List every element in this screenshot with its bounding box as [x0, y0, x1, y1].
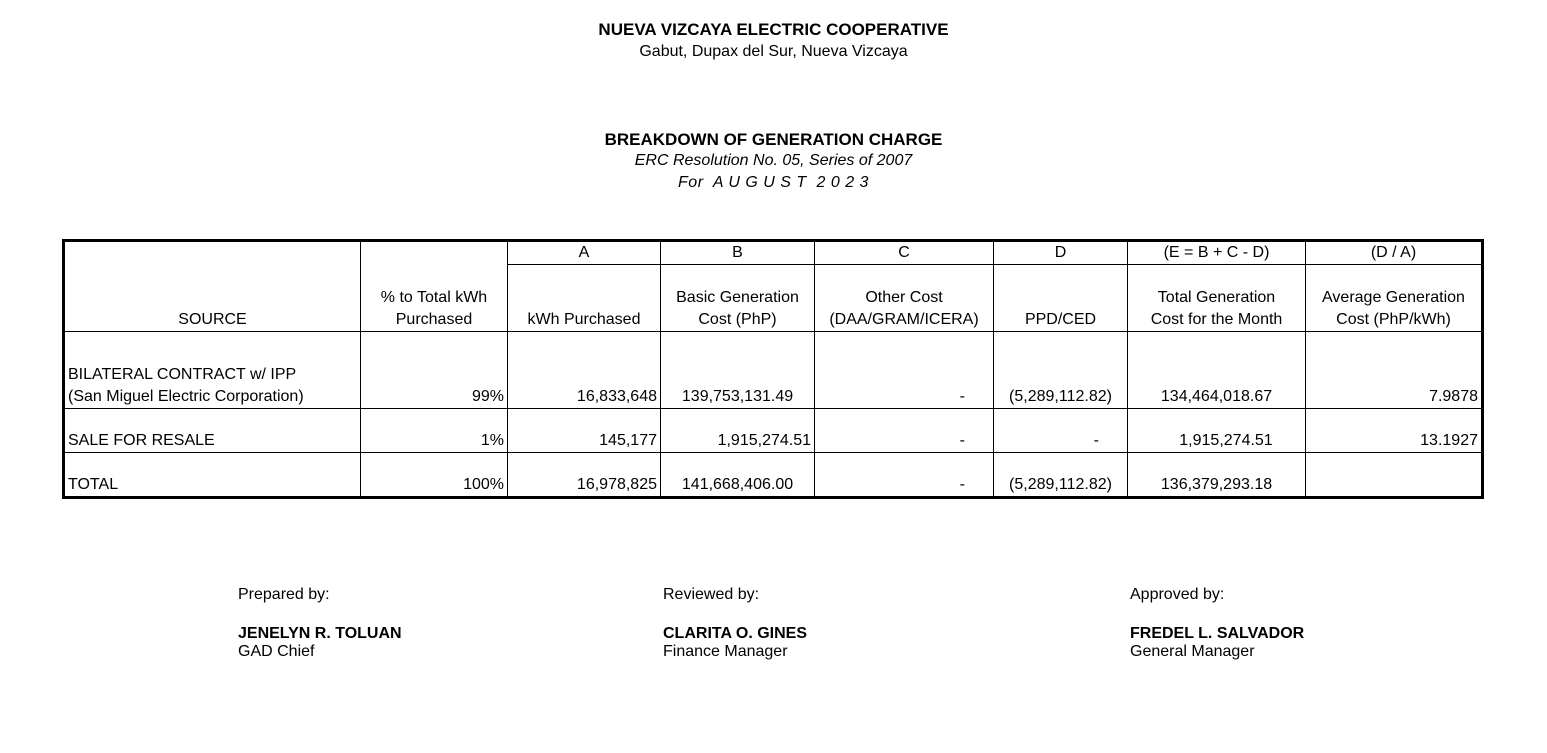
- organization-name: NUEVA VIZCAYA ELECTRIC COOPERATIVE: [598, 20, 949, 39]
- total-cost-cell: 136,379,293.18: [1128, 453, 1306, 498]
- column-header-kwh: [508, 265, 661, 332]
- signatory-position: GAD Chief: [238, 643, 315, 660]
- basic-cost-cell: 141,668,406.00: [661, 453, 815, 498]
- header-line: Cost (PhP/kWh): [1336, 311, 1451, 328]
- column-letter: B: [661, 241, 815, 265]
- average-cost-cell: 13.1927: [1306, 409, 1483, 453]
- signatory-name: JENELYN R. TOLUAN: [238, 625, 402, 642]
- signatory-label: Prepared by:: [238, 586, 330, 603]
- header-line: Purchased: [395, 311, 473, 328]
- header-line: Average Generation: [1322, 289, 1465, 306]
- source-line: (San Miguel Electric Corporation): [68, 388, 304, 405]
- report-title: BREAKDOWN OF GENERATION CHARGE: [604, 130, 943, 149]
- average-cost-cell: [1306, 453, 1483, 498]
- column-letter: (E = B + C - D): [1128, 241, 1306, 265]
- ppd-cell: -: [994, 409, 1128, 453]
- total-cost-cell: 134,464,018.67: [1128, 332, 1306, 409]
- basic-cost-cell: 139,753,131.49: [661, 332, 815, 409]
- kwh-cell: 145,177: [508, 409, 661, 453]
- column-header-percent: [361, 265, 508, 332]
- organization-address: Gabut, Dupax del Sur, Nueva Vizcaya: [639, 43, 908, 60]
- table-row: [64, 332, 1483, 409]
- ppd-cell: (5,289,112.82): [994, 453, 1128, 498]
- header-line: Cost for the Month: [1150, 311, 1283, 328]
- percent-cell: 99%: [361, 332, 508, 409]
- header-line: (DAA/GRAM/ICERA): [829, 311, 979, 328]
- column-letter: D: [994, 241, 1128, 265]
- signatory-reviewed: [663, 586, 807, 661]
- header-line: kWh Purchased: [527, 311, 641, 328]
- table-row: [64, 453, 1483, 498]
- column-header-other-cost: [815, 265, 994, 332]
- header-line: Basic Generation: [676, 289, 799, 306]
- ppd-cell: (5,289,112.82): [994, 332, 1128, 409]
- column-header-basic-cost: [661, 265, 815, 332]
- signatory-label: Reviewed by:: [663, 586, 760, 603]
- basic-cost-cell: 1,915,274.51: [661, 409, 815, 453]
- report-period: For A U G U S T 2 0 2 3: [678, 174, 869, 191]
- kwh-cell: 16,978,825: [508, 453, 661, 498]
- total-cost-cell: 1,915,274.51: [1128, 409, 1306, 453]
- column-letter: C: [815, 241, 994, 265]
- signatory-name: FREDEL L. SALVADOR: [1130, 625, 1305, 642]
- source-cell: SALE FOR RESALE: [64, 409, 361, 453]
- source-cell: [64, 332, 361, 409]
- column-letter-row: [64, 241, 1483, 265]
- header-line: Cost (PhP): [698, 311, 777, 328]
- signatory-label: Approved by:: [1130, 586, 1225, 603]
- other-cost-cell: -: [815, 409, 994, 453]
- other-cost-cell: -: [815, 453, 994, 498]
- signatory-name: CLARITA O. GINES: [663, 625, 807, 642]
- percent-cell: 100%: [361, 453, 508, 498]
- blank-letter-cell: [64, 241, 361, 265]
- blank-letter-cell: [361, 241, 508, 265]
- header-line: % to Total kWh: [380, 289, 488, 306]
- signatory-position: Finance Manager: [663, 643, 788, 660]
- signatory-position: General Manager: [1130, 643, 1255, 660]
- source-line: BILATERAL CONTRACT w/ IPP: [68, 366, 297, 383]
- header-line: PPD/CED: [1024, 311, 1097, 328]
- average-cost-cell: 7.9878: [1306, 332, 1483, 409]
- column-letter: A: [508, 241, 661, 265]
- kwh-cell: 16,833,648: [508, 332, 661, 409]
- percent-cell: 1%: [361, 409, 508, 453]
- header-line: Other Cost: [865, 289, 943, 306]
- header-line: SOURCE: [178, 311, 247, 328]
- signatory-prepared: [238, 586, 402, 661]
- other-cost-cell: -: [815, 332, 994, 409]
- source-cell: TOTAL: [64, 453, 361, 498]
- signatory-approved: [1130, 586, 1304, 661]
- header-line: Total Generation: [1157, 289, 1276, 306]
- column-header-total-cost: [1128, 265, 1306, 332]
- column-header-source: [64, 265, 361, 332]
- resolution-reference: ERC Resolution No. 05, Series of 2007: [634, 152, 913, 169]
- generation-charge-table: [62, 239, 1484, 499]
- column-letter: (D / A): [1306, 241, 1483, 265]
- table-row: [64, 409, 1483, 453]
- column-header-average-cost: [1306, 265, 1483, 332]
- column-header-ppd: [994, 265, 1128, 332]
- column-header-row: [64, 265, 1483, 332]
